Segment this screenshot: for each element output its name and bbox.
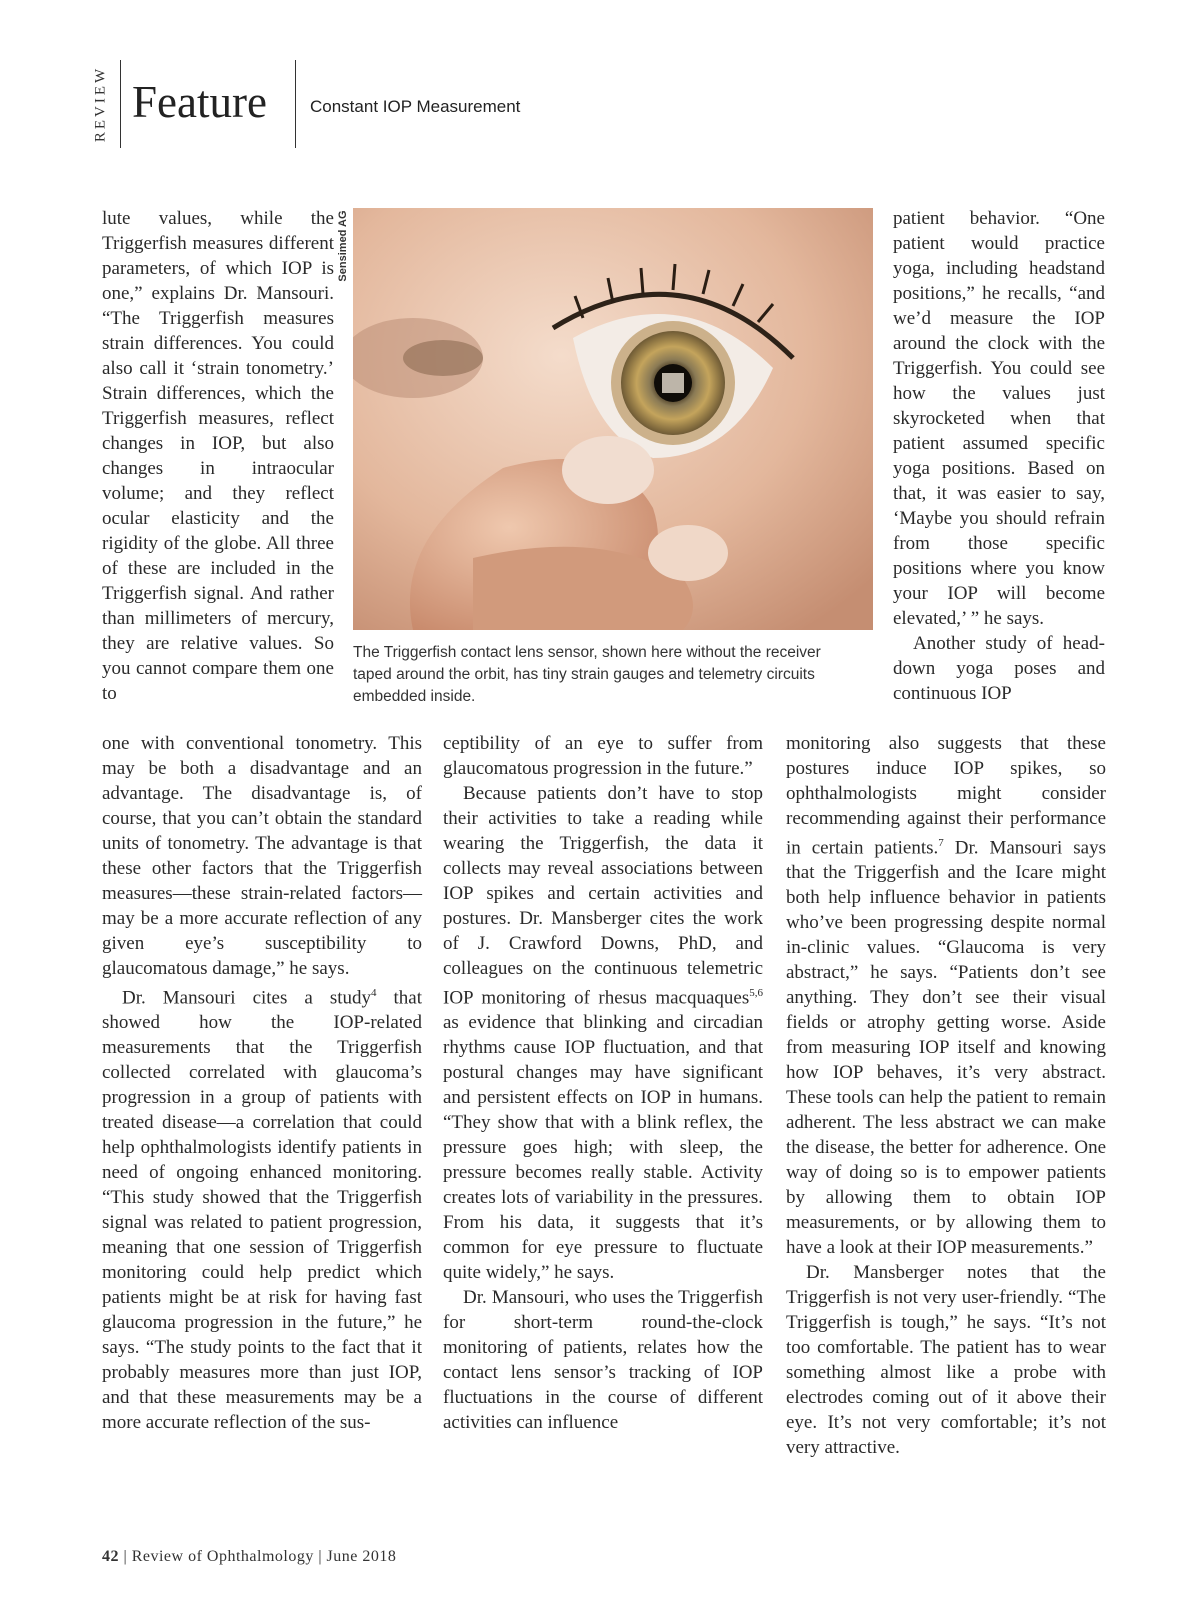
figure-caption: The Triggerfish contact lens sensor, shown here without the receiver taped around the orbit, has tiny strain gauges and telemetry circuits embedded inside.	[353, 644, 821, 705]
journal-name: Review of Ophthalmology	[131, 1548, 314, 1565]
paragraph-text: Dr. Mansouri cites a study	[122, 987, 371, 1009]
footer-separator: |	[313, 1548, 327, 1565]
article-paragraph: lute values, while the Triggerfish measures different parameters, of which IOP is one,” explains Dr. Mansouri. “The Triggerfish measures strain differences. You could also call it ‘strain tonometry.’ Strain differences, which the Triggerfish measures, reflect changes in IOP, but also changes in intraocular volume; and they reflect ocular elasticity and the rigidity of the globe. All three of these are included in the Triggerfish signal. And rather than millimeters of mercury, they are relative values. So you cannot compare them one to	[102, 208, 334, 704]
photo-credit-text: Sensimed AG	[337, 210, 349, 282]
contact-lens-photo	[353, 208, 873, 630]
article-column-3	[786, 731, 1106, 1460]
article-column-2	[443, 731, 763, 1435]
page-footer	[102, 1548, 396, 1566]
header-divider	[120, 60, 121, 148]
section-title: Feature	[132, 77, 267, 127]
eye-illustration	[353, 208, 873, 630]
paragraph-text: monitoring also suggests that these postures induce IOP spikes, so ophthalmologists might consider recommending against their performance in certain patients.	[786, 733, 1106, 859]
page-header	[0, 0, 1200, 160]
article-paragraph: Another study of head-down yoga poses and continuous IOP	[893, 633, 1105, 704]
reference-superscript: 7	[938, 837, 944, 849]
reference-superscript: 4	[371, 987, 377, 999]
footer-separator: |	[119, 1548, 132, 1565]
section-topic: Constant IOP Measurement	[310, 97, 521, 116]
article-column-1	[102, 731, 422, 1435]
paragraph-text: Dr. Mansouri says that the Triggerfish and the Icare might both help influence behavior in patients who’ve been progressing despite normal in-clinic values. “Glaucoma is very abstract,” he says. “Patients don’t see anything. They don’t see their visual fields or atrophy getting worse. Aside from measuring IOP itself and knowing how IOP behaves, it’s very abstract. These tools can help the patient to remain adherent. The less abstract we can make the disease, the better for adherence. One way of doing so is to empower patients by allowing them to obtain IOP measurements, or by allowing them to have a look at their IOP measurements.”	[786, 837, 1106, 1259]
page-number: 42	[102, 1548, 119, 1565]
article-paragraph	[102, 981, 422, 1435]
article-paragraph: one with conventional tonometry. This may be both a disadvantage and an advantage. The disadvantage is, of course, that you can’t obtain the standard units of tonometry. The advantage is that these other factors that the Triggerfish measures—these strain-related factors—may be a more accurate reflection of any given eye’s susceptibility to glaucomatous damage,” he says.	[102, 733, 422, 979]
article-paragraph: Dr. Mansouri, who uses the Triggerfish for short-term round-the-clock monitoring of patients, relates how the contact lens sensor’s tracking of IOP fluctuations in the course of different activities can influence	[443, 1287, 763, 1434]
article-column-3-top	[893, 206, 1105, 706]
issue-date: June 2018	[326, 1548, 397, 1565]
reference-superscript: 5,6	[749, 987, 763, 999]
photo-credit	[335, 206, 351, 286]
paragraph-text: Because patients don’t have to stop their activities to take a reading while wearing the Triggerfish, the data it collects may reveal associations between IOP spikes and certain activities and postures. Dr. Mansberger cites the work of J. Crawford Downs, PhD, and colleagues on the continuous telemetric IOP monitoring of rhesus macquaques	[443, 783, 763, 1009]
paragraph-text: that showed how the IOP-related measurements that the Triggerfish collected correlated with glaucoma’s progression in a group of patients with treated disease—a correlation that could help ophthalmologists identify patients in need of ongoing enhanced monitoring. “This study showed that the Triggerfish signal was related to patient progression, meaning that one session of Triggerfish monitoring could help predict which patients might be at risk for having fast glaucoma progression in the future,” he says. “The study points to the fact that it probably measures more than just IOP, and that these measurements may be a more accurate reflection of the sus-	[102, 987, 422, 1434]
article-paragraph	[443, 781, 763, 1285]
header-divider	[295, 60, 296, 148]
article-paragraph: ceptibility of an eye to suffer from glaucomatous progression in the future.”	[443, 733, 763, 779]
paragraph-text: as evidence that blinking and circadian rhythms cause IOP fluctuation, and that postural changes may have significant and persistent effects on IOP in humans. “They show that with a blink reflex, the pressure goes high; with sleep, the pressure becomes really stable. Activity creates lots of variability in the pressures. From his data, it suggests that it’s common for eye pressure to fluctuate quite widely,” he says.	[443, 1012, 763, 1284]
article-paragraph	[786, 731, 1106, 1260]
review-text: REVIEW	[92, 65, 109, 143]
article-paragraph: Dr. Mansberger notes that the Triggerfish is not very user-friendly. “The Triggerfish is tough,” he says. “It’s not too comfortable. The patient has to wear something almost like a probe with electrodes coming out of it above their eye. It’s not very comfortable; it’s not very attractive.	[786, 1262, 1106, 1459]
article-paragraph: patient behavior. “One patient would practice yoga, including headstand positions,” he recalls, “and we’d measure the IOP around the clock with the Triggerfish. You could see how the values just skyrocketed when that patient assumed specific yoga positions. Based on that, it was easier to say, ‘Maybe you should refrain from those specific positions where you know your IOP will become elevated,’ ” he says.	[893, 208, 1105, 629]
review-label	[86, 62, 116, 146]
article-column-1-top	[102, 206, 334, 706]
